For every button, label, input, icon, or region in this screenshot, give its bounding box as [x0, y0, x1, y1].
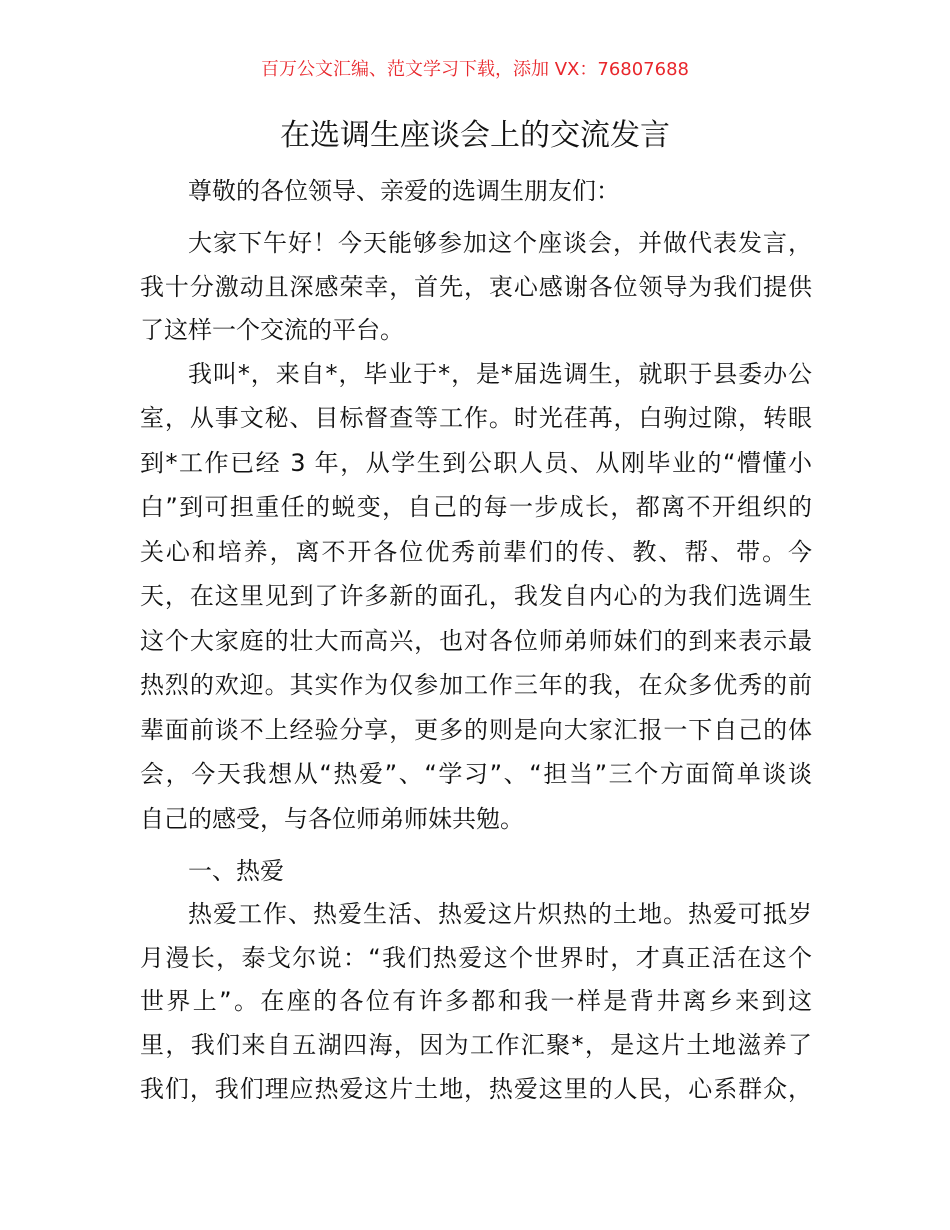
salutation: 尊敬的各位领导、亲爱的选调生朋友们： — [188, 177, 620, 205]
paragraph-line: 大家下午好！今天能够参加这个座谈会，并做代表发言， — [188, 229, 812, 257]
paragraph-line: 热烈的欢迎。其实作为仅参加工作三年的我，在众多优秀的前 — [140, 671, 812, 699]
paragraph-line: 里，我们来自五湖四海，因为工作汇聚*，是这片土地滋养了 — [140, 1031, 812, 1059]
paragraph-line: 我十分激动且深感荣幸，首先，衷心感谢各位领导为我们提供 — [140, 273, 812, 301]
paragraph-line: 热爱工作、热爱生活、热爱这片炽热的土地。热爱可抵岁 — [188, 900, 812, 928]
paragraph-line: 这个大家庭的壮大而高兴，也对各位师弟师妹们的到来表示最 — [140, 627, 812, 655]
paragraph-line: 会，今天我想从“热爱”、“学习”、“担当”三个方面简单谈谈 — [140, 760, 812, 788]
paragraph-line: 我们，我们理应热爱这片土地，热爱这里的人民，心系群众， — [140, 1075, 812, 1103]
section-heading: 一、热爱 — [188, 857, 284, 885]
paragraph-line: 关心和培养，离不开各位优秀前辈们的传、教、帮、带。今 — [140, 538, 812, 566]
paragraph-line: 月漫长，泰戈尔说：“我们热爱这个世界时，才真正活在这个 — [140, 944, 812, 972]
document-title: 在选调生座谈会上的交流发言 — [280, 118, 670, 153]
paragraph-line: 到*工作已经 3 年，从学生到公职人员、从刚毕业的“懵懂小 — [140, 449, 812, 477]
paragraph-line: 天，在这里见到了许多新的面孔，我发自内心的为我们选调生 — [140, 582, 812, 610]
paragraph-line: 室，从事文秘、目标督查等工作。时光荏苒，白驹过隙，转眼 — [140, 404, 812, 432]
paragraph-line: 自己的感受，与各位师弟师妹共勉。 — [140, 805, 524, 833]
paragraph-line: 我叫*，来自*，毕业于*，是*届选调生，就职于县委办公 — [188, 360, 812, 388]
paragraph-line: 世界上”。在座的各位有许多都和我一样是背井离乡来到这 — [140, 987, 812, 1015]
paragraph-line: 白”到可担重任的蜕变，自己的每一步成长，都离不开组织的 — [140, 493, 812, 521]
paragraph-line: 了这样一个交流的平台。 — [140, 316, 404, 344]
header-promo-note: 百万公文汇编、范文学习下载，添加 VX：76807688 — [261, 59, 689, 80]
paragraph-line: 辈面前谈不上经验分享，更多的则是向大家汇报一下自己的体 — [140, 716, 812, 744]
